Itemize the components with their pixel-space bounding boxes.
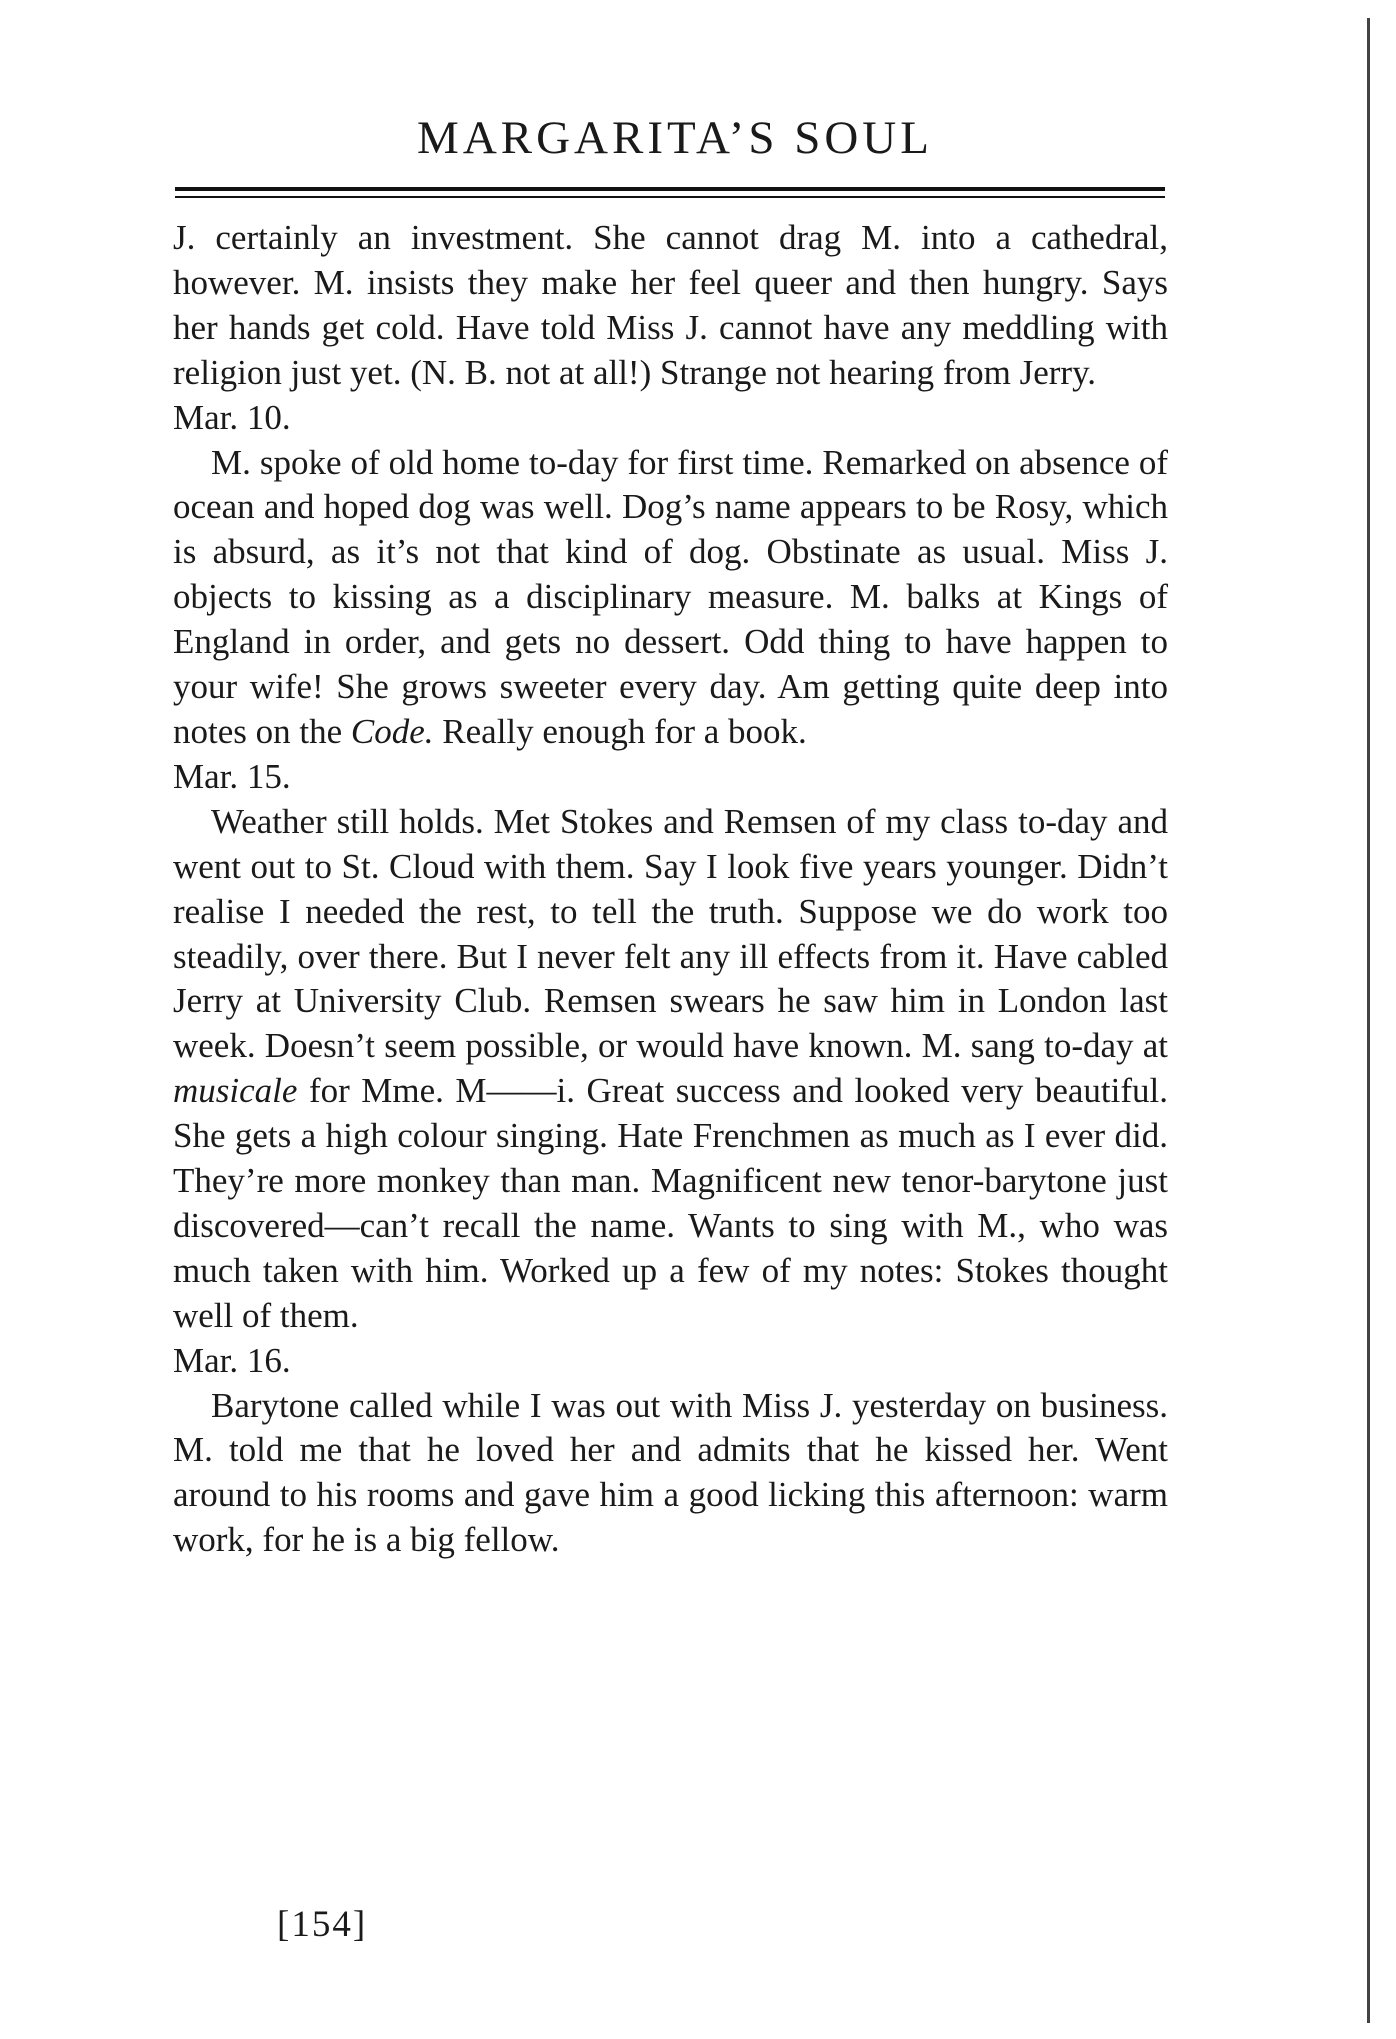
diary-entry: Barytone called while I was out with Miss J. yesterday on business. M. told me that he loved her and admits that he kissed her. Went around to his rooms and gave him a good licking this afternoon: warm work, for he is a big fellow.: [173, 1385, 1168, 1560]
page-number: [154]: [277, 1904, 368, 1945]
page-edge-line: [1367, 18, 1370, 2023]
entry-date: Mar. 16.: [173, 1340, 291, 1380]
paragraph-continued: J. certainly an investment. She cannot drag M. into a cathedral, however. M. insists they make her feel queer and then hungry. Says her hands get cold. Have told Miss J. cannot have any meddling with religion just yet. (N. B. not at all!) Strange not hearing from Jerry.: [173, 218, 1168, 392]
header-rule-thin: [175, 196, 1165, 198]
header-rule-thick: [175, 187, 1165, 191]
entry-text: Really enough for a book.: [433, 711, 807, 751]
entry-date: Mar. 15.: [173, 756, 291, 796]
running-head: MARGARITA’S SOUL: [417, 112, 933, 164]
entry-date: Mar. 10.: [173, 397, 291, 437]
entry-text: Weather still holds. Met Stokes and Remsen of my class to-day and went out to St. Cloud with them. Say I look five years younger. Didn’t realise I needed the rest, to tell the truth. Suppose we do work too steadily, over there. But I never felt any ill effects from it. Have cabled Jerry at University Club. Remsen swears he saw him in London last week. Doesn’t seem possible, or would have known. M. sang to-day at: [173, 801, 1168, 1066]
diary-entry: [173, 441, 1168, 755]
entry-text: for Mme. M——i. Great success and looked very beautiful. She gets a high colour singing. Hate Frenchmen as much as I ever did. They’re more monkey than man. Magnificent new tenor-barytone just discovered—can’t recall the name. Wants to sing with M., who was much taken with him. Worked up a few of my notes: Stokes thought well of them.: [173, 1071, 1168, 1335]
body-text: [173, 216, 1168, 1563]
entry-text: M. spoke of old home to-day for first time. Remarked on absence of ocean and hoped dog was well. Dog’s name appears to be Rosy, which is absurd, as it’s not that kind of dog. Obstinate as usual. Miss J. objects to kissing as a disciplinary measure. M. balks at Kings of England in order, and gets no dessert. Odd thing to have happen to your wife! She grows sweeter every day. Am getting quite deep into notes on the: [173, 442, 1168, 751]
entry-italic-text: musicale: [173, 1071, 298, 1111]
diary-entry: [173, 800, 1168, 1339]
entry-italic-text: Code.: [350, 711, 434, 751]
